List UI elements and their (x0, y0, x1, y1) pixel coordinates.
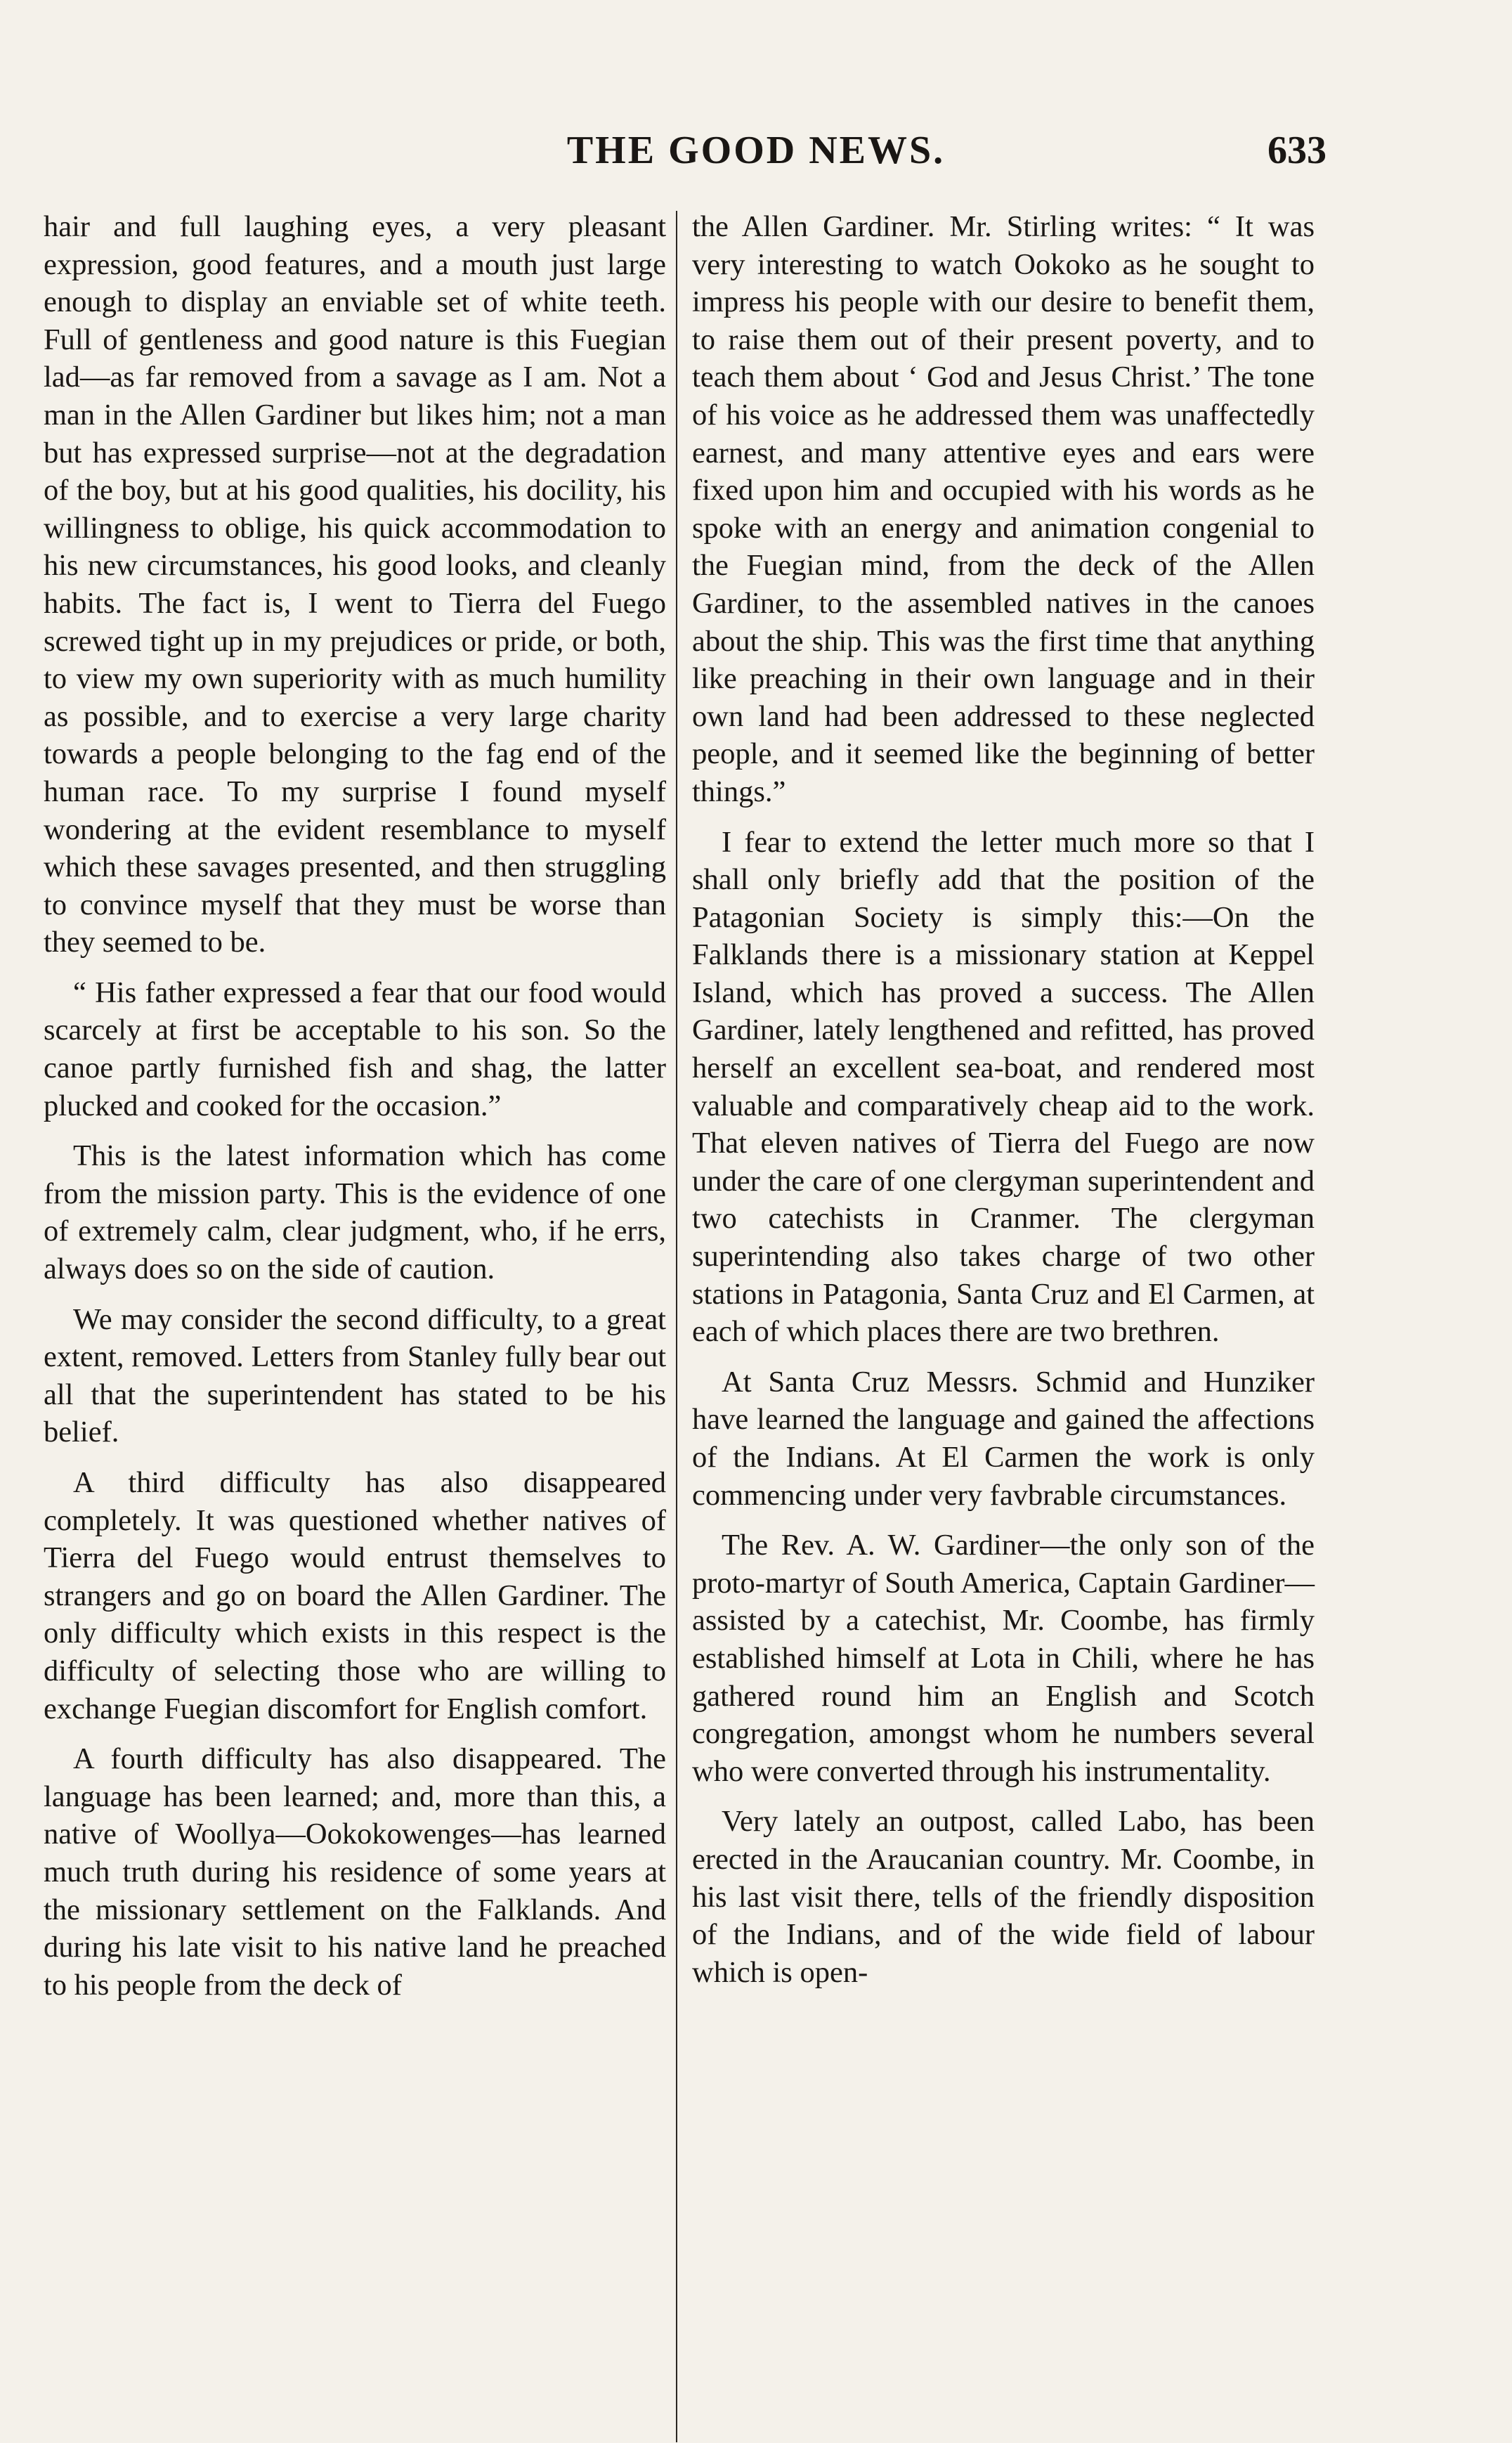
paragraph: Very lately an outpost, called Labo, has been erected in the Araucanian country. Mr. Coombe, in his last visit there, tells of the friendly disposition of the Indians, and of the wide field of labour which is open- (692, 1805, 1315, 1989)
paragraph: “ His father expressed a fear that our food would scarcely at first be acceptable to his son. So the canoe partly furnished fish and shag, the latter plucked and cooked for the occasion.” (44, 976, 666, 1122)
paragraph: A third difficulty has also disappeared completely. It was questioned whether natives of Tierra del Fuego would entrust themselves to strangers and go on board the Allen Gardiner. The only difficulty which exists in this respect is the difficulty of selecting those who are willing to exchange Fuegian discomfort for English comfort. (44, 1466, 666, 1725)
paragraph: At Santa Cruz Messrs. Schmid and Hunziker have learned the language and gained the affections of the Indians. At El Carmen the work is only commencing under very favbrable circumstances. (692, 1365, 1315, 1512)
paragraph: A fourth difficulty has also disappeared. The language has been learned; and, more than this, a native of Woollya—Ookokowenges—has learned much truth during his residence of some years at the missionary settlement on the Falklands. And during his late visit to his native land he preached to his people from the deck of (44, 1742, 666, 2002)
left-column (44, 208, 666, 2004)
paragraph: We may consider the second difficulty, to a great extent, removed. Letters from Stanley fully bear out all that the superintendent has stated to be his belief. (44, 1302, 666, 1449)
paragraph: the Allen Gardiner. Mr. Stirling writes: “ It was very interesting to watch Ookoko as he sought to impress his people with our desire to benefit them, to raise them out of their present poverty, and to teach them about ‘ God and Jesus Christ.’ The tone of his voice as he addressed them was unaffectedly earnest, and many attentive eyes and ears were fixed upon him and occupied with his words as he spoke with an energy and animation congenial to the Fuegian mind, from the deck of the Allen Gardiner, to the assembled natives in the canoes about the ship. This was the first time that anything like preaching in their own language and in their own land had been addressed to these neglected people, and it seemed like the beginning of better things.” (692, 210, 1315, 808)
paragraph: hair and full laughing eyes, a very pleasant expression, good features, and a mouth just large enough to display an enviable set of white teeth. Full of gentleness and good nature is this Fuegian lad—as far removed from a savage as I am. Not a man in the Allen Gardiner but likes him; not a man but has expressed surprise—not at the degradation of the boy, but at his good qualities, his docility, his willingness to oblige, his quick accommodation to his new circumstances, his good looks, and cleanly habits. The fact is, I went to Tierra del Fuego screwed tight up in my prejudices or pride, or both, to view my own superiority with as much humility as possible, and to exercise a very large charity towards a people belonging to the fag end of the human race. To my surprise I found myself wondering at the evident resemblance to myself which these savages presented, and then struggling to convince myself that they must be worse than they seemed to be. (44, 210, 666, 959)
page-header (0, 128, 1512, 191)
paragraph: This is the latest information which has come from the mission party. This is the evidence of one of extremely calm, clear judgment, who, if he errs, always does so on the side of caution. (44, 1139, 666, 1286)
running-title: THE GOOD NEWS. (566, 129, 946, 172)
column-divider (676, 211, 677, 2442)
paragraph: I fear to extend the letter much more so that I shall only briefly add that the position of the Patagonian Society is simply this:—On the Falklands there is a missionary station at Keppel Island, which has proved a success. The Allen Gardiner, lately lengthened and refitted, has proved herself an excellent sea-boat, and rendered most valuable and comparatively cheap aid to the work. That eleven natives of Tierra del Fuego are now under the care of one clergyman superintendent and two catechists in Cranmer. The clergyman superintending also takes charge of two other stations in Patagonia, Santa Cruz and El Carmen, at each of which places there are two brethren. (692, 825, 1315, 1349)
paragraph: The Rev. A. W. Gardiner—the only son of the proto-martyr of South America, Captain Gardiner—assisted by a catechist, Mr. Coombe, has firmly established himself at Lota in Chili, where he has gathered round him an English and Scotch congregation, amongst whom he numbers several who were converted through his instrumentality. (692, 1529, 1315, 1788)
page-number: 633 (1267, 129, 1327, 172)
right-column (692, 208, 1315, 1991)
